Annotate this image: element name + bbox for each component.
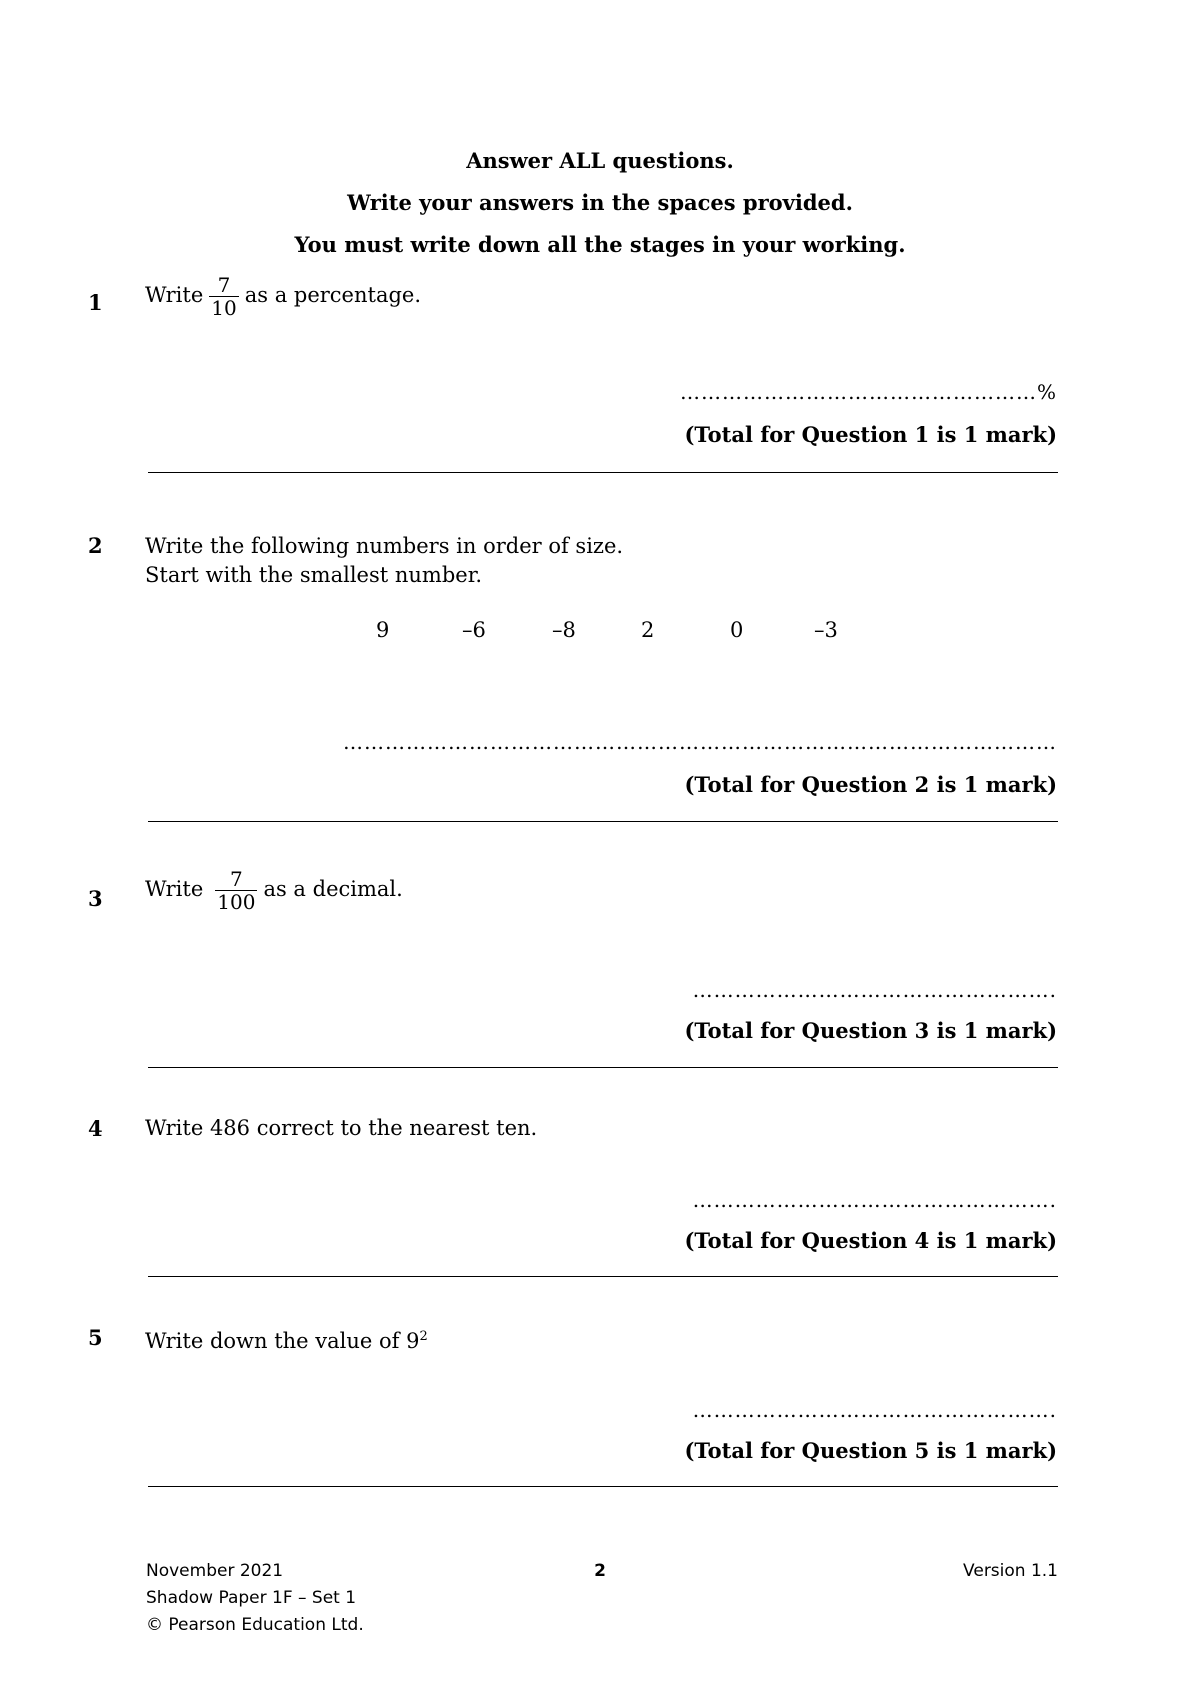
footer-page-number: 2 — [594, 1561, 606, 1581]
question-1-number: 1 — [88, 290, 103, 315]
question-4-answer-line[interactable]: ……………………………………………. — [692, 1188, 1057, 1212]
question-2-number-1: 9 — [376, 618, 390, 642]
question-1-text-after: as a percentage. — [244, 283, 422, 307]
question-1-text — [145, 274, 421, 319]
question-4-divider — [148, 1276, 1058, 1277]
instruction-write-answers: Write your answers in the spaces provided. — [347, 190, 853, 215]
question-4-text: Write 486 correct to the nearest ten. — [145, 1116, 538, 1140]
question-1-answer-line[interactable]: ……………………………………………% — [679, 380, 1057, 404]
question-2-number-5: 0 — [730, 618, 744, 642]
question-2-number-4: 2 — [641, 618, 655, 642]
question-3-number: 3 — [88, 886, 103, 911]
instruction-answer-all: Answer ALL questions. — [466, 148, 734, 173]
question-2-text — [145, 532, 623, 590]
question-5-superscript: 2 — [419, 1329, 428, 1344]
footer-paper: Shadow Paper 1F – Set 1 — [146, 1588, 357, 1608]
question-1-text-before: Write — [145, 283, 204, 307]
question-3-text — [145, 868, 403, 913]
question-3-answer-line[interactable]: ……………………………………………. — [692, 978, 1057, 1002]
question-3-text-before: Write — [145, 877, 204, 901]
question-5-divider — [148, 1486, 1058, 1487]
footer-copyright: © Pearson Education Ltd. — [146, 1615, 364, 1635]
question-2-divider — [148, 821, 1058, 822]
question-2-line-1: Write the following numbers in order of size. — [145, 534, 624, 558]
question-2-number-3: –8 — [552, 618, 576, 642]
question-5-text — [145, 1322, 428, 1356]
question-3-text-after: as a decimal. — [263, 877, 403, 901]
question-5-text-main: Write down the value of 9 — [145, 1329, 420, 1353]
question-5-total: (Total for Question 5 is 1 mark) — [684, 1438, 1057, 1463]
footer-date: November 2021 — [146, 1561, 284, 1581]
question-1-fraction — [209, 274, 238, 319]
instruction-show-working: You must write down all the stages in your working. — [294, 232, 906, 257]
question-2-total: (Total for Question 2 is 1 mark) — [684, 772, 1057, 797]
question-2-number: 2 — [88, 533, 103, 558]
question-4-number: 4 — [88, 1116, 103, 1141]
footer-version: Version 1.1 — [963, 1561, 1058, 1581]
question-2-number-2: –6 — [462, 618, 486, 642]
question-3-total: (Total for Question 3 is 1 mark) — [684, 1018, 1057, 1043]
question-3-fraction-denominator: 100 — [217, 890, 256, 914]
question-3-fraction-numerator: 7 — [229, 867, 243, 891]
question-1-fraction-denominator: 10 — [211, 296, 237, 320]
question-1-divider — [148, 472, 1058, 473]
question-1-total: (Total for Question 1 is 1 mark) — [684, 422, 1057, 447]
question-3-divider — [148, 1067, 1058, 1068]
question-2-number-6: –3 — [814, 618, 838, 642]
question-5-answer-line[interactable]: ……………………………………………. — [692, 1398, 1057, 1422]
question-4-total: (Total for Question 4 is 1 mark) — [684, 1228, 1057, 1253]
question-2-line-2: Start with the smallest number. — [145, 563, 483, 587]
question-3-fraction — [215, 868, 257, 913]
question-1-fraction-numerator: 7 — [217, 273, 231, 297]
question-5-number: 5 — [88, 1325, 103, 1350]
question-2-answer-line[interactable]: ………………………………………………………………………………………… — [343, 730, 1057, 754]
